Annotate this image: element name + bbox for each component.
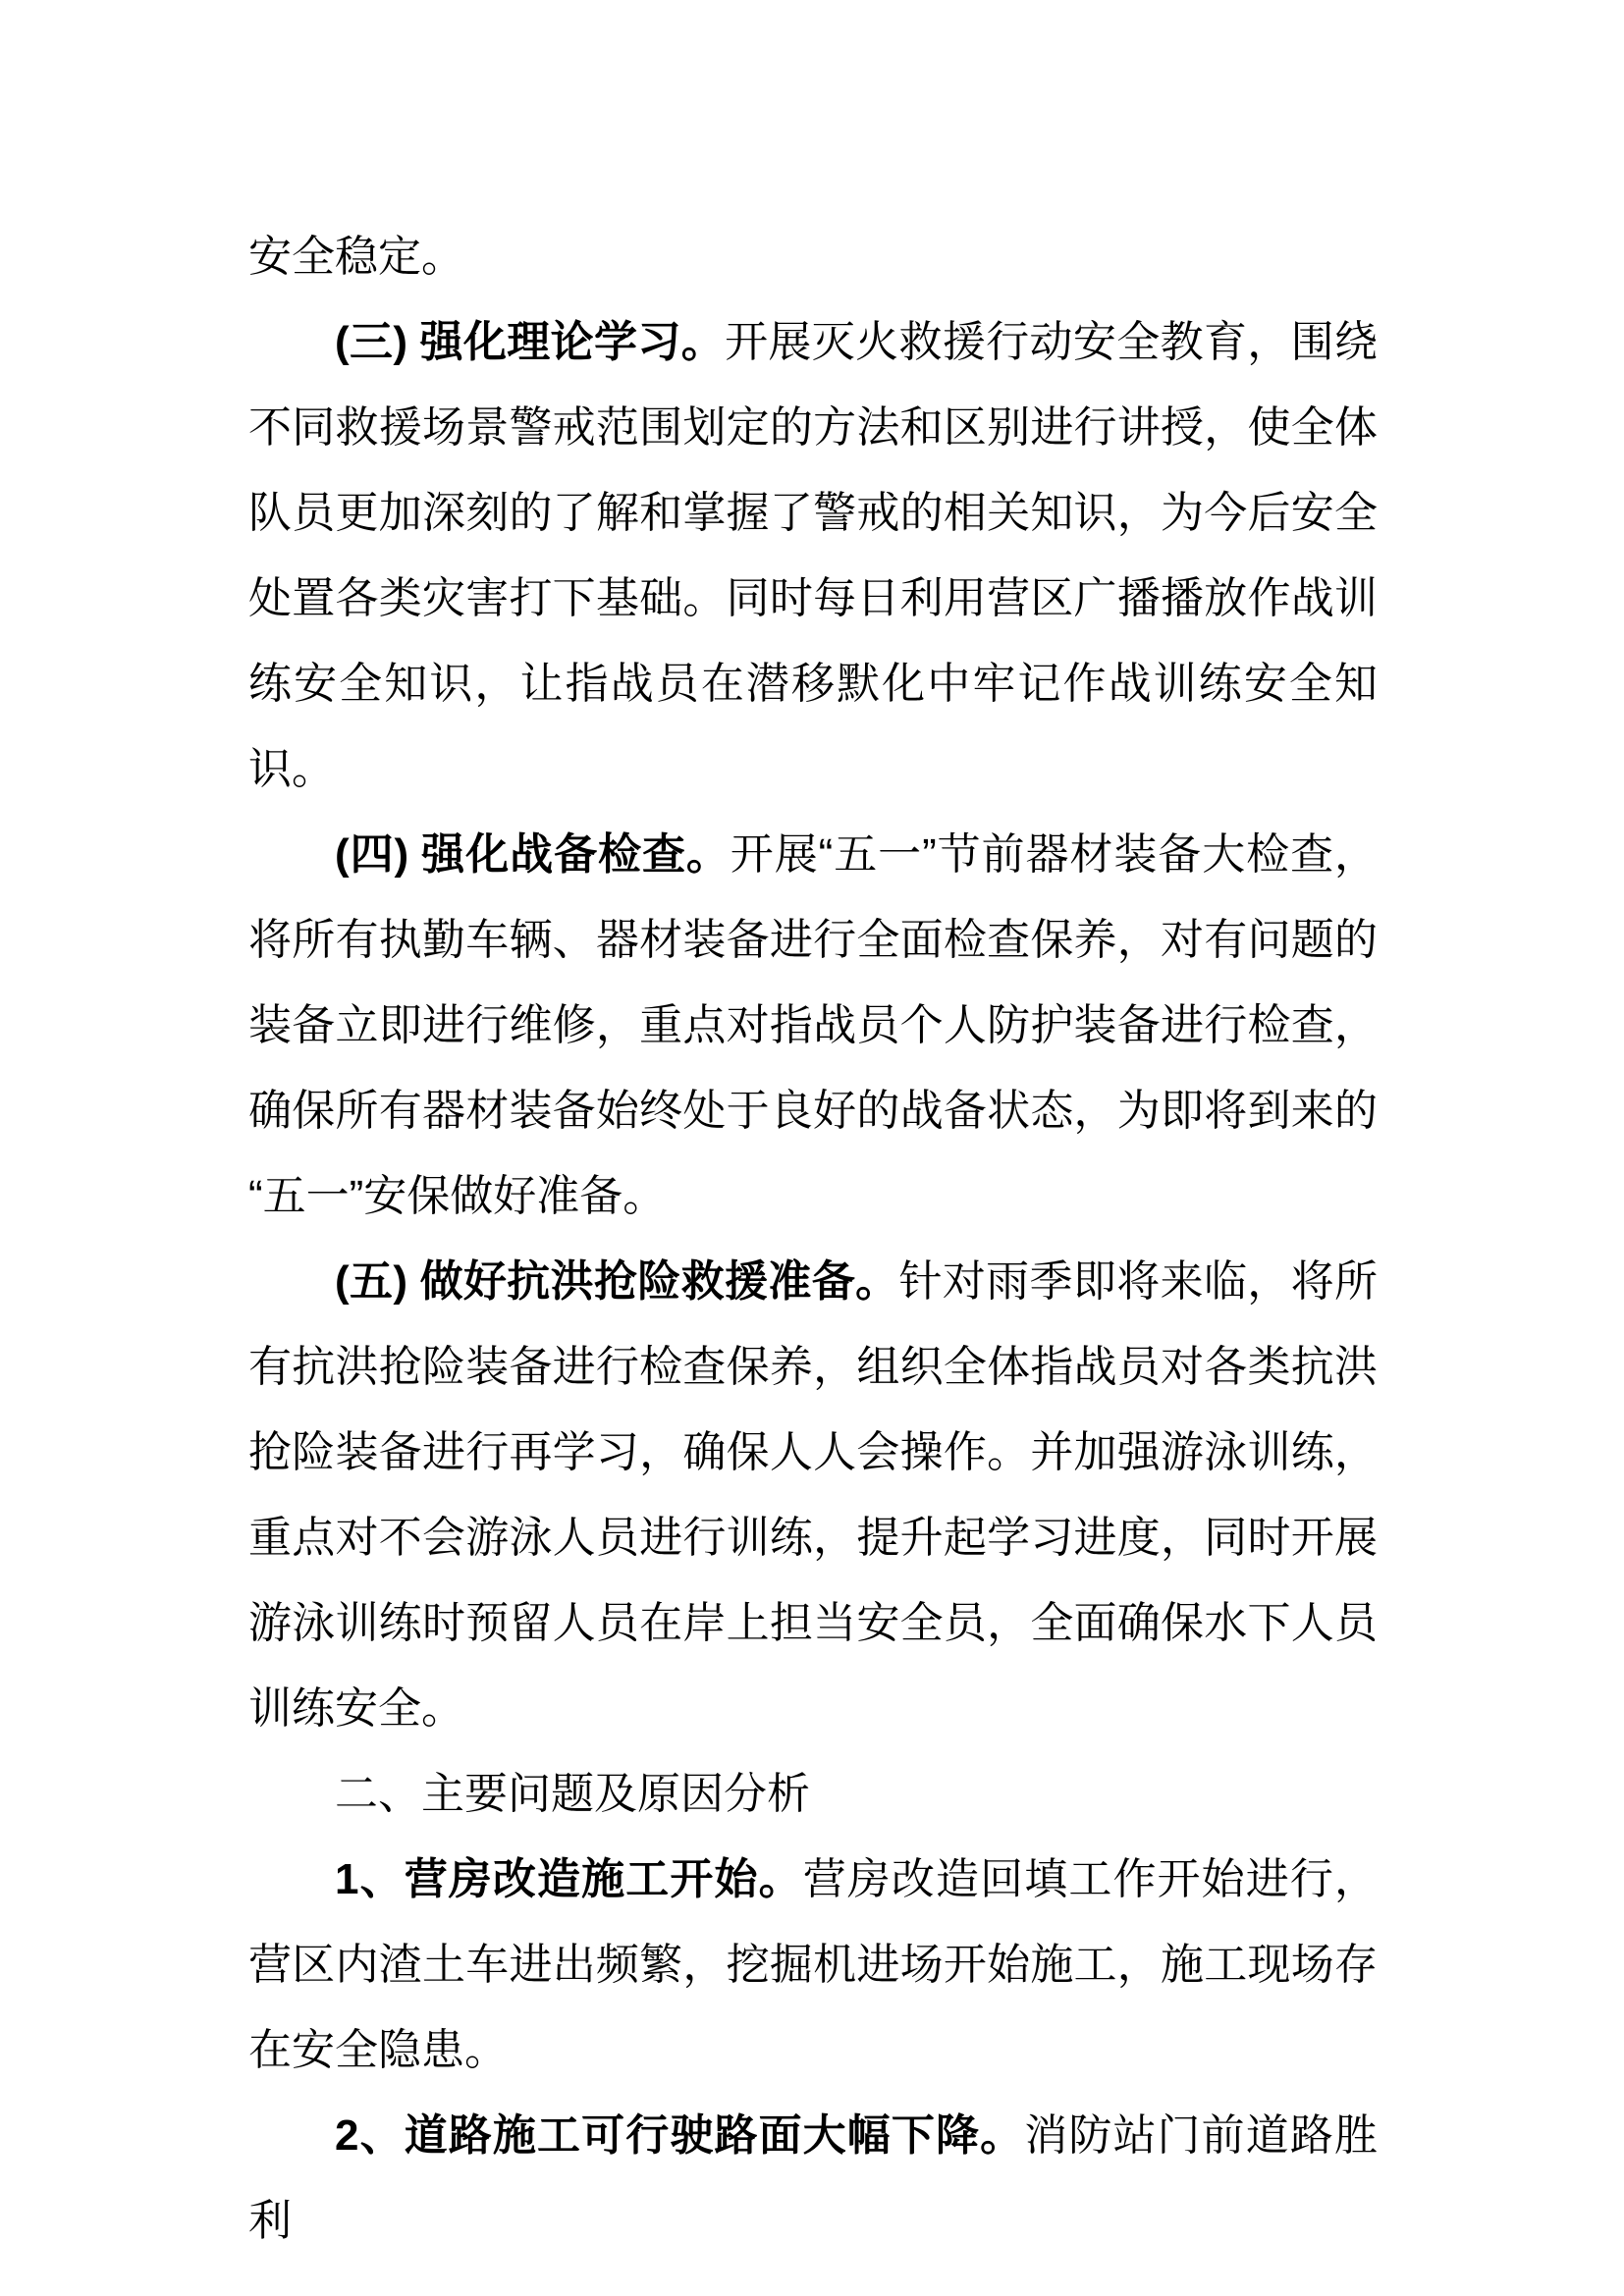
paragraph-continuation [248,214,1378,299]
paragraph-section-3 [248,299,1378,812]
paragraph-lead-bold: 1、营房改造施工开始。 [335,1855,803,1903]
paragraph-lead-bold: 2、道路施工可行驶路面大幅下降。 [335,2111,1025,2160]
heading-section-2 [248,1751,1378,1837]
paragraph-section-5 [248,1239,1378,1751]
paragraph-lead-bold: (三) 强化理论学习。 [335,318,726,366]
paragraph-body-text: 开展灭火救援行动安全教育，围绕不同救援场景警戒范围划定的方法和区别进行讲授，使全体队员更加深刻的了解和掌握了警戒的相关知识，为今后安全处置各类灾害打下基础。同时每日利用营区广播播放作战训练安全知识，让指战员在潜移默化中牢记作战训练安全知识。 [248,318,1379,793]
paragraph-body-text: 安全稳定。 [248,233,464,281]
heading-text: 二、主要问题及原因分析 [335,1770,810,1818]
paragraph-body-text: 针对雨季即将来临，将所有抗洪抢险装备进行检查保养，组织全体指战员对各类抗洪抢险装备进行再学习，确保人人会操作。并加强游泳训练，重点对不会游泳人员进行训练，提升起学习进度，同时开展游泳训练时预留人员在岸上担当安全员，全面确保水下人员训练安全。 [248,1257,1378,1733]
paragraph-item-1 [248,1837,1378,2093]
document-text-block [248,214,1378,2264]
paragraph-body-text: 营房改造回填工作开始进行，营区内渣土车进出频繁，挖掘机进场开始施工，施工现场存在安全隐患。 [248,1855,1378,2074]
paragraph-body-text: 开展“五一”节前器材装备大检查，将所有执勤车辆、器材装备进行全面检查保养，对有问题的装备立即进行维修，重点对指战员个人防护装备进行检查，确保所有器材装备始终处于良好的战备状态，为即将到来的“五一”安保做好准备。 [248,830,1378,1220]
paragraph-body-text: 消防站门前道路胜利 [248,2111,1378,2245]
paragraph-lead-bold: (四) 强化战备检查。 [335,830,731,879]
paragraph-section-4 [248,812,1378,1239]
paragraph-lead-bold: (五) 做好抗洪抢险救援准备。 [335,1257,899,1306]
paragraph-item-2 [248,2093,1378,2264]
